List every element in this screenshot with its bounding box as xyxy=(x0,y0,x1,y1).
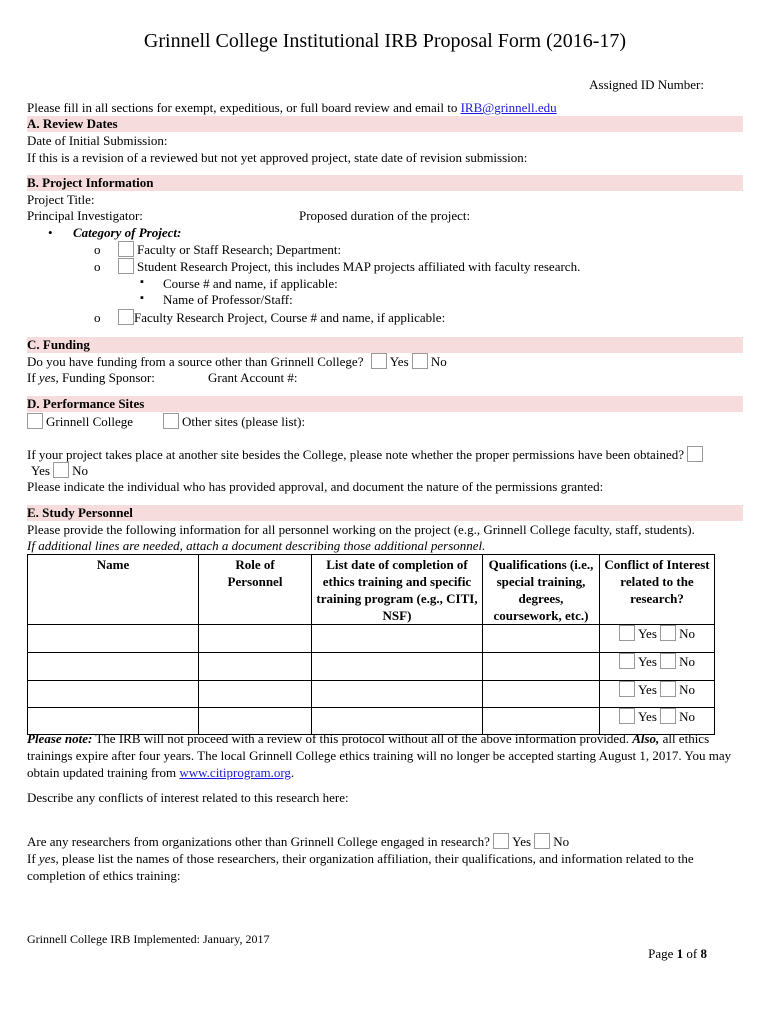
permission-no-label: No xyxy=(72,463,89,478)
col-role xyxy=(199,555,312,625)
permission-yes-label: Yes xyxy=(31,463,50,478)
coi-yes-label: Yes xyxy=(637,654,657,669)
funding-question-text: Do you have funding from a source other than Grinnell College? xyxy=(27,354,364,369)
training-note xyxy=(27,730,743,781)
coi-yes-checkbox[interactable] xyxy=(619,653,635,669)
category-bullet: • xyxy=(48,225,53,240)
cell-qualifications[interactable] xyxy=(483,625,600,653)
other-orgs-list-label xyxy=(27,850,743,884)
col-conflict-text: Conflict of Interest related to the research? xyxy=(604,557,710,606)
page-number xyxy=(648,946,707,962)
page-label: Page xyxy=(648,946,674,961)
faculty-staff-checkbox[interactable] xyxy=(118,241,134,257)
permission-no-checkbox[interactable] xyxy=(53,462,69,478)
grant-account-label: Grant Account #: xyxy=(208,370,298,385)
page-of: of xyxy=(686,946,698,961)
cell-qualifications[interactable] xyxy=(483,681,600,708)
other-orgs-yes-checkbox[interactable] xyxy=(493,833,509,849)
grinnell-site-label: Grinnell College xyxy=(46,414,134,429)
other-orgs-no-label: No xyxy=(553,834,570,849)
coi-no-checkbox[interactable] xyxy=(660,708,676,724)
cell-training[interactable] xyxy=(312,681,483,708)
course-label: Course # and name, if applicable: xyxy=(163,276,338,291)
funding-question xyxy=(27,353,447,370)
irb-email-link[interactable]: IRB@grinnell.edu xyxy=(460,100,557,115)
coi-no-label: No xyxy=(679,654,696,669)
cell-role[interactable] xyxy=(199,681,312,708)
col-role-text: Role of Personnel xyxy=(227,557,283,589)
assigned-id-label: Assigned ID Number: xyxy=(589,77,704,92)
sponsor-rest: , Funding Sponsor: xyxy=(55,370,155,385)
faculty-course-label: Faculty Research Project, Course # and name, if applicable: xyxy=(134,310,446,325)
site-grinnell xyxy=(27,413,133,430)
section-b-heading: B. Project Information xyxy=(27,175,154,190)
section-e-band xyxy=(27,505,743,521)
pi-label: Principal Investigator: xyxy=(27,208,143,223)
duration-label: Proposed duration of the project: xyxy=(299,208,471,223)
table-row xyxy=(28,625,715,653)
intro-text xyxy=(27,100,557,116)
square-bullet: ▪ xyxy=(140,276,144,288)
coi-yes-checkbox[interactable] xyxy=(619,625,635,641)
faculty-course-checkbox[interactable] xyxy=(118,309,134,325)
coi-no-label: No xyxy=(679,626,696,641)
revision-label: If this is a revision of a reviewed but not yet approved project, state date of revision submission: xyxy=(27,150,528,165)
cell-conflict xyxy=(600,681,715,708)
funding-yes-checkbox[interactable] xyxy=(371,353,387,369)
coi-yes-label: Yes xyxy=(637,709,657,724)
section-a-band xyxy=(27,116,743,132)
page-total: 8 xyxy=(700,946,707,961)
personnel-additional: If additional lines are needed, attach a document describing those additional personnel. xyxy=(27,538,486,553)
cell-name[interactable] xyxy=(28,625,199,653)
permission-question xyxy=(27,446,706,463)
permission-yes-checkbox[interactable] xyxy=(687,446,703,462)
other-sites-label: Other sites (please list): xyxy=(182,414,306,429)
project-title-label: Project Title: xyxy=(27,192,95,207)
table-header-row xyxy=(28,555,715,625)
circle-bullet: o xyxy=(94,242,101,257)
site-other xyxy=(163,413,305,430)
coi-yes-label: Yes xyxy=(637,626,657,641)
funding-yes-label: Yes xyxy=(389,354,409,369)
cell-conflict xyxy=(600,653,715,681)
table-row xyxy=(28,653,715,681)
student-research-checkbox[interactable] xyxy=(118,258,134,274)
faculty-staff-label: Faculty or Staff Research; Department: xyxy=(137,242,342,257)
section-d-heading: D. Performance Sites xyxy=(27,396,145,411)
coi-yes-label: Yes xyxy=(637,682,657,697)
coi-yes-checkbox[interactable] xyxy=(619,681,635,697)
funding-no-label: No xyxy=(430,354,447,369)
section-c-heading: C. Funding xyxy=(27,337,90,352)
coi-no-checkbox[interactable] xyxy=(660,625,676,641)
personnel-table xyxy=(27,554,715,735)
sponsor-yes: yes xyxy=(38,370,56,385)
page-current: 1 xyxy=(676,946,684,961)
grinnell-site-checkbox[interactable] xyxy=(27,413,43,429)
note-text-1: The IRB will not proceed with a review of this protocol without all of the above information provided. xyxy=(92,731,633,746)
coi-no-label: No xyxy=(679,682,696,697)
cell-qualifications[interactable] xyxy=(483,653,600,681)
permission-indicate: Please indicate the individual who has provided approval, and document the nature of the permissions granted: xyxy=(27,479,604,494)
other-orgs-no-checkbox[interactable] xyxy=(534,833,550,849)
cell-training[interactable] xyxy=(312,653,483,681)
table-row xyxy=(28,681,715,708)
section-a-heading: A. Review Dates xyxy=(27,116,118,131)
personnel-instructions: Please provide the following information for all personnel working on the project (e.g., Grinnell College faculty, staff, students). xyxy=(27,522,695,537)
note-text-2: all ethics trainings expire after four years. The local Grinnell College ethics training will no longer be accepted starting August 1, 2017. You may obtain updated training from xyxy=(27,731,732,780)
form-title: Grinnell College Institutional IRB Proposal Form (2016-17) xyxy=(143,30,627,52)
col-conflict xyxy=(600,555,715,625)
initial-submission-label: Date of Initial Submission: xyxy=(27,133,168,148)
note-label: Please note: xyxy=(27,731,93,746)
circle-bullet: o xyxy=(94,259,101,274)
note-end: . xyxy=(290,765,295,780)
col-training-text: List date of completion of ethics training and specific training program (e.g., CITI, NSF) xyxy=(316,557,478,623)
other-orgs-question xyxy=(27,833,569,850)
coi-no-checkbox[interactable] xyxy=(660,653,676,669)
citi-link[interactable]: www.citiprogram.org xyxy=(179,765,291,780)
coi-no-label: No xyxy=(679,709,696,724)
student-research-label: Student Research Project, this includes MAP projects affiliated with faculty research. xyxy=(137,259,581,274)
col-qualifications xyxy=(483,555,600,625)
circle-bullet: o xyxy=(94,310,101,325)
cell-training[interactable] xyxy=(312,625,483,653)
other-orgs-yes-label: Yes xyxy=(512,834,532,849)
permission-question-text: If your project takes place at another site besides the College, please note whether the proper permissions have been obtained? xyxy=(27,447,684,462)
cell-name[interactable] xyxy=(28,653,199,681)
cell-conflict xyxy=(600,625,715,653)
section-e-heading: E. Study Personnel xyxy=(27,505,133,520)
funding-no-checkbox[interactable] xyxy=(412,353,428,369)
square-bullet: ▪ xyxy=(140,292,144,304)
col-training xyxy=(312,555,483,625)
category-label: Category of Project: xyxy=(73,225,182,240)
list-prefix: If xyxy=(27,851,39,866)
other-orgs-text: Are any researchers from organizations other than Grinnell College engaged in research? xyxy=(27,834,490,849)
col-name: Name xyxy=(28,555,199,625)
conflicts-label: Describe any conflicts of interest related to this research here: xyxy=(27,790,349,805)
cell-role[interactable] xyxy=(199,653,312,681)
cell-role[interactable] xyxy=(199,625,312,653)
funding-sponsor-label xyxy=(27,370,155,386)
permission-answers xyxy=(31,462,88,479)
professor-label: Name of Professor/Staff: xyxy=(163,292,293,307)
note-also: Also, xyxy=(632,731,660,746)
footer-text: Grinnell College IRB Implemented: January, 2017 xyxy=(27,932,270,946)
col-qualifications-text: Qualifications (i.e., special training, degrees, coursework, etc.) xyxy=(488,557,594,623)
other-sites-checkbox[interactable] xyxy=(163,413,179,429)
section-c-band xyxy=(27,337,743,353)
list-rest: , please list the names of those researchers, their organization affiliation, their qualifications, and information related to the completion of ethics training: xyxy=(27,851,694,883)
coi-no-checkbox[interactable] xyxy=(660,681,676,697)
cell-name[interactable] xyxy=(28,681,199,708)
intro-instructions: Please fill in all sections for exempt, expeditious, or full board review and email to xyxy=(27,100,458,115)
list-yes: yes xyxy=(38,851,56,866)
coi-yes-checkbox[interactable] xyxy=(619,708,635,724)
sponsor-prefix: If xyxy=(27,370,39,385)
